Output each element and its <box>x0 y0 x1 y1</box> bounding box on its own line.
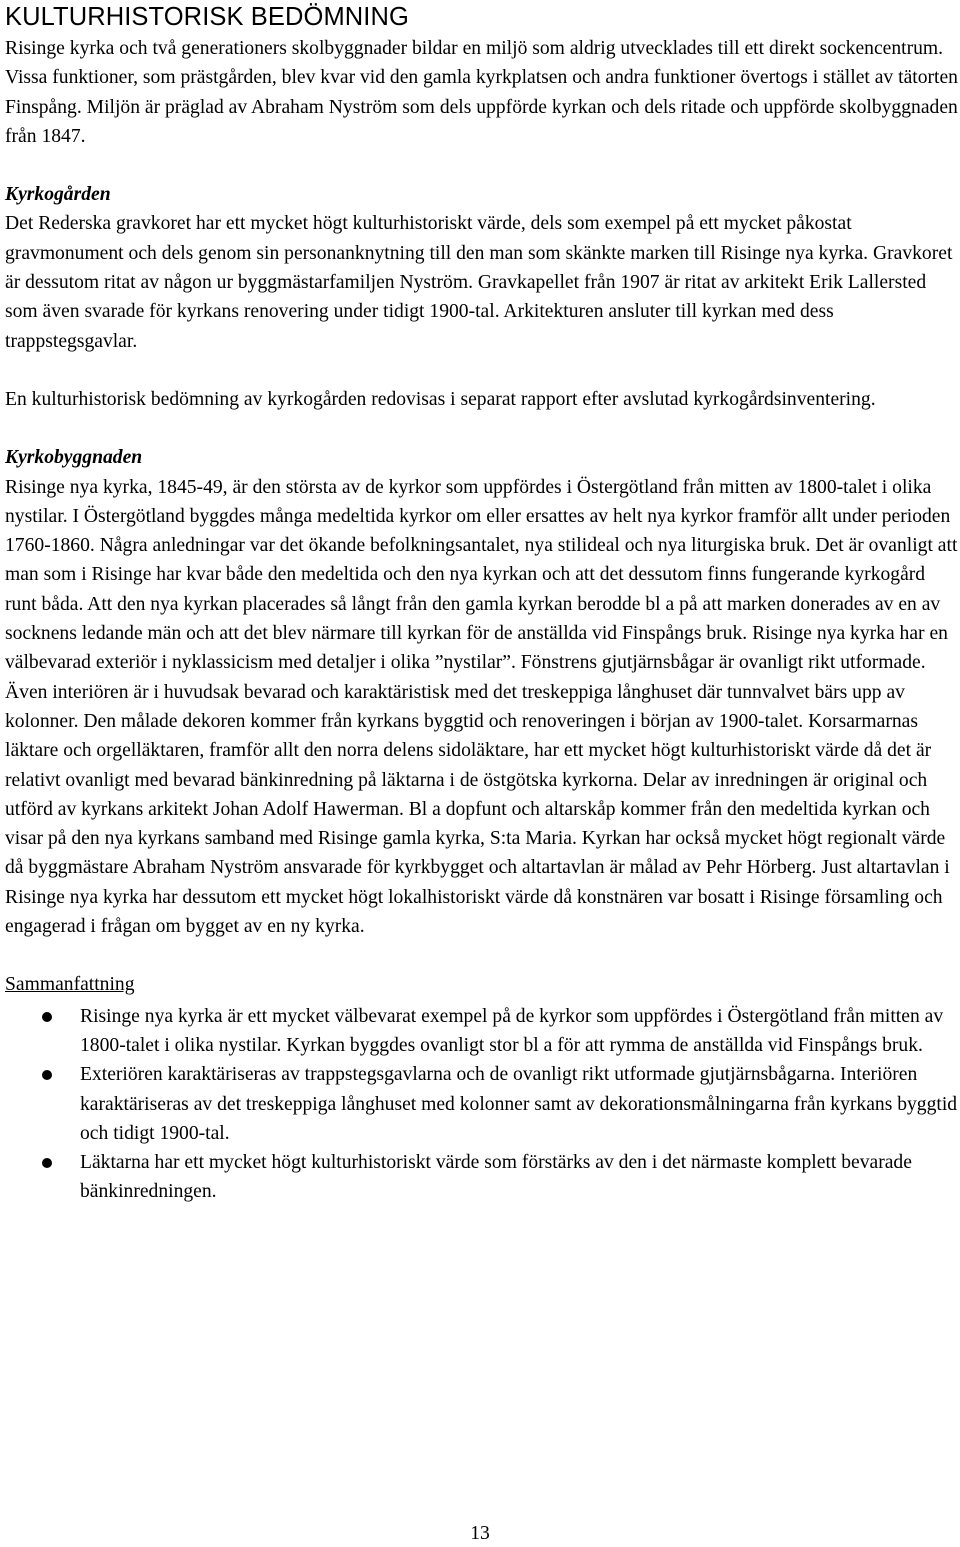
page-title: KULTURHISTORISK BEDÖMNING <box>5 3 409 31</box>
kyrkobyggnaden-paragraph: Risinge nya kyrka, 1845-49, är den största av de kyrkor som uppfördes i Östergötland från mitten av 1800-talet i olika nystilar. I Östergötland byggdes många medeltida kyrkor om eller ersattes av helt nya kyrkor framför allt under perioden 1760-1860. Några anledningar var det ökande befolkningsantalet, nya stilideal och nya liturgiska bruk. Det är ovanligt att man som i Risinge har kvar både den medeltida och den nya kyrkan och att det dessutom finns fungerande kyrkogård runt båda. Att den nya kyrkan placerades så långt från den gamla kyrkan berodde bl a på att marken donerades av en av socknens ledande män och att det blev närmare till kyrkan för de anställda vid Finspångs bruk. Risinge nya kyrka har en välbevarad exteriör i nyklassicism med detaljer i olika ”nystilar”. Fönstrens gjutjärnsbågar är ovanligt rikt utformade. Även interiören är i huvudsak bevarad och karaktäristisk med det treskeppiga långhuset där tunnvalvet bärs upp av kolonner. Den målade dekoren kommer från kyrkans byggtid och renoveringen i början av 1900-talet. Korsarmarnas läktare och orgelläktaren, framför allt den norra delens sidoläktare, har ett mycket högt kulturhistoriskt värde då det är relativt ovanligt med bevarad bänkinredning på läktarna i de östgötska kyrkorna. Delar av inredningen är original och utförd av kyrkans arkitekt Johan Adolf Hawerman. Bl a dopfunt och altarskåp kommer från den medeltida kyrkan och visar på den nya kyrkans samband med Risinge gamla kyrka, S:ta Maria. Kyrkan har också mycket högt regionalt värde då byggmästare Abraham Nyström ansvarade för kyrkbygget och altartavlan är målad av Pehr Hörberg. Just altartavlan i Risinge nya kyrka har dessutom ett mycket högt lokalhistoriskt värde då konstnären var bosatt i Risinge församling och engagerad i frågan om bygget av en ny kyrka. <box>5 476 958 938</box>
section-heading-kyrkobyggnaden: Kyrkobyggnaden <box>5 447 143 469</box>
summary-item-text: Exteriören karaktäriseras av trappstegsgavlarna och de ovanligt rikt utformade gjutjärnsbågarna. Interiören karaktäriseras av det treskeppiga långhuset med kolonner samt av dekorationsmålningarna från kyrkans byggtid och tidigt 1900-tal. <box>80 1064 958 1144</box>
kyrkogarden-paragraph: Det Rederska gravkoret har ett mycket högt kulturhistoriskt värde, dels som exempel på ett mycket påkostat gravmonument och dels genom sin personanknytning till den man som skänkte marken till Risinge nya kyrka. Gravkoret är dessutom ritat av någon ur byggmästarfamiljen Nyström. Gravkapellet från 1907 är ritat av arkitekt Erik Lallersted som även svarade för kyrkans renovering under tidigt 1900-tal. Arkitekturen ansluter till kyrkan med dess trappstegsgavlar. <box>5 213 953 352</box>
summary-list <box>5 1002 960 1207</box>
section-heading-sammanfattning: Sammanfattning <box>5 974 135 996</box>
section-heading-kyrkogarden: Kyrkogården <box>5 184 111 206</box>
bullet-icon <box>42 1070 52 1080</box>
summary-list-item <box>5 1002 960 1061</box>
document-page <box>5 2 960 1207</box>
bullet-icon <box>42 1158 52 1168</box>
intro-paragraph: Risinge kyrka och två generationers skolbyggnader bildar en miljö som aldrig utvecklades till ett direkt sockencentrum. Vissa funktioner, som prästgården, blev kvar vid den gamla kyrkplatsen och andra funktioner övertogs i stället av tätorten Finspång. Miljön är präglad av Abraham Nyström som dels uppförde kyrkan och dels ritade och uppförde skolbyggnaden från 1847. <box>5 38 958 147</box>
summary-item-text: Läktarna har ett mycket högt kulturhistoriskt värde som förstärks av den i det närmaste komplett bevarade bänkinredningen. <box>80 1152 912 1203</box>
bullet-icon <box>42 1012 52 1022</box>
page-number: 13 <box>470 1523 490 1544</box>
summary-item-text: Risinge nya kyrka är ett mycket välbevarat exempel på de kyrkor som uppfördes i Östergötland från mitten av 1800-talet i olika nystilar. Kyrkan byggdes ovanligt stor bl a för att rymma de anställda vid Finspångs bruk. <box>80 1005 944 1056</box>
summary-list-item <box>5 1060 960 1148</box>
kyrkogarden-note-paragraph: En kulturhistorisk bedömning av kyrkogården redovisas i separat rapport efter avslutad kyrkogårdsinventering. <box>5 388 876 410</box>
summary-list-item <box>5 1148 960 1207</box>
